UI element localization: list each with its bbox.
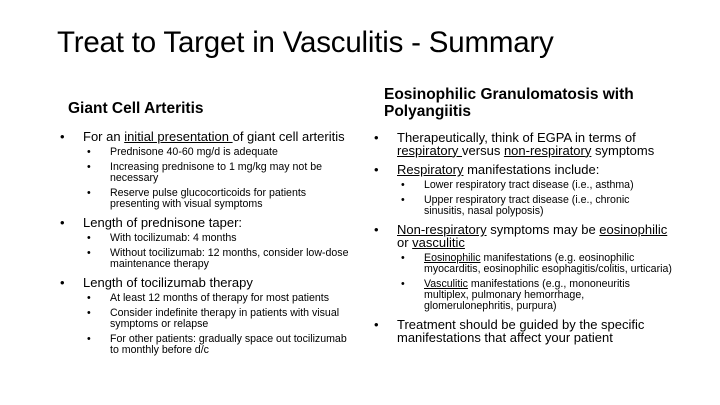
item-text-underlined: non-respiratory [503, 142, 592, 158]
sub-item-text: manifestations (e.g., mononeuritis multiplex, pulmonary hemorrhage, glomerulonephritis, purpura) [424, 277, 630, 312]
item-text: Length of prednisone taper: [83, 215, 243, 231]
sub-list [83, 233, 358, 270]
sub-list-item [83, 308, 358, 330]
item-text: Therapeutically, think of EGPA in terms of [397, 130, 636, 145]
bullet-icon: • [374, 222, 379, 238]
egpa-list [372, 132, 672, 344]
item-text: For an [83, 129, 125, 144]
bullet-icon: • [374, 162, 379, 177]
item-text-underlined: respiratory [397, 142, 463, 158]
bullet-icon: • [87, 232, 91, 245]
bullet-icon: • [374, 130, 379, 145]
item-text: versus [462, 142, 504, 158]
egpa-heading: Eosinophilic Granulomatosis with Polyangiitis [384, 86, 634, 120]
sub-item-text: manifestations (e.g. eosinophilic myocarditis, eosinophilic esophagitis/colitis, urticaria) [424, 251, 672, 275]
item-text: Treatment should be guided by the specific manifestations that affect your patient [397, 317, 645, 345]
sub-list-item [397, 195, 672, 217]
item-text: symptoms may be [486, 222, 600, 238]
sub-item-text: For other patients: gradually space out tocilizumab to monthly before d/c [110, 332, 347, 356]
bullet-icon: • [87, 160, 91, 173]
item-text-underlined: eosinophilic [599, 222, 668, 238]
sub-list-item [83, 233, 358, 244]
bullet-icon: • [60, 275, 65, 291]
item-text: Length of tocilizumab therapy [83, 275, 253, 291]
gca-column [58, 100, 358, 363]
sub-list-item [83, 147, 358, 158]
gca-heading: Giant Cell Arteritis [68, 100, 204, 117]
bullet-icon: • [87, 186, 91, 199]
bullet-icon: • [401, 179, 405, 191]
bullet-icon: • [87, 146, 91, 158]
sub-item-text: Reserve pulse glucocorticoids for patients presenting with visual symptoms [110, 186, 307, 210]
sub-item-text-underlined: Vasculitic [424, 277, 468, 290]
sub-item-text: Without tocilizumab: 12 months, consider low-dose maintenance therapy [110, 246, 349, 270]
sub-item-text: With tocilizumab: 4 months [110, 232, 237, 245]
list-item [58, 217, 358, 270]
sub-item-text: Lower respiratory tract disease (i.e., asthma) [424, 179, 634, 191]
bullet-icon: • [60, 129, 65, 144]
bullet-icon: • [87, 306, 91, 319]
bullet-icon: • [401, 251, 405, 264]
list-item [58, 277, 358, 356]
sub-list-item [397, 279, 672, 313]
bullet-icon: • [87, 246, 91, 259]
sub-item-text: Consider indefinite therapy in patients with visual symptoms or relapse [110, 306, 340, 331]
bullet-icon: • [87, 292, 91, 305]
sub-list-item [83, 188, 358, 210]
slide-title: Treat to Target in Vasculitis - Summary [57, 26, 554, 59]
list-item [58, 131, 358, 210]
sub-item-text: Prednisone 40-60 mg/d is adequate [110, 146, 278, 158]
list-item [372, 164, 672, 217]
bullet-icon: • [60, 215, 65, 231]
sub-list [83, 147, 358, 210]
sub-list [397, 180, 672, 217]
item-text: of giant cell arteritis [232, 129, 345, 144]
item-text-underlined: Respiratory [397, 162, 464, 177]
bullet-icon: • [401, 277, 405, 290]
sub-list-item [83, 248, 358, 270]
item-text: symptoms [591, 142, 655, 158]
item-text-underlined: Non-respiratory [397, 222, 487, 238]
sub-item-text: At least 12 months of therapy for most patients [110, 292, 330, 305]
sub-list-item [397, 253, 672, 275]
bullet-icon: • [87, 332, 91, 345]
egpa-column [372, 86, 672, 351]
list-item [372, 132, 672, 157]
sub-list-item [83, 162, 358, 184]
item-text: or [397, 234, 413, 250]
sub-list-item [397, 180, 672, 191]
sub-item-text-underlined: Eosinophilic [424, 251, 481, 264]
list-item [372, 319, 672, 344]
gca-list [58, 131, 358, 356]
item-text: manifestations include: [463, 162, 600, 177]
list-item [372, 224, 672, 312]
sub-item-text: Upper respiratory tract disease (i.e., chronic sinusitis, nasal polyposis) [424, 193, 630, 217]
sub-item-text: Increasing prednisone to 1 mg/kg may not be necessary [110, 160, 322, 184]
bullet-icon: • [401, 193, 405, 206]
bullet-icon: • [374, 317, 379, 333]
sub-list [397, 253, 672, 313]
item-text-underlined: vasculitic [412, 234, 465, 250]
sub-list-item [83, 293, 358, 304]
sub-list [83, 293, 358, 356]
item-text-underlined: initial presentation [124, 129, 233, 144]
sub-list-item [83, 334, 358, 356]
